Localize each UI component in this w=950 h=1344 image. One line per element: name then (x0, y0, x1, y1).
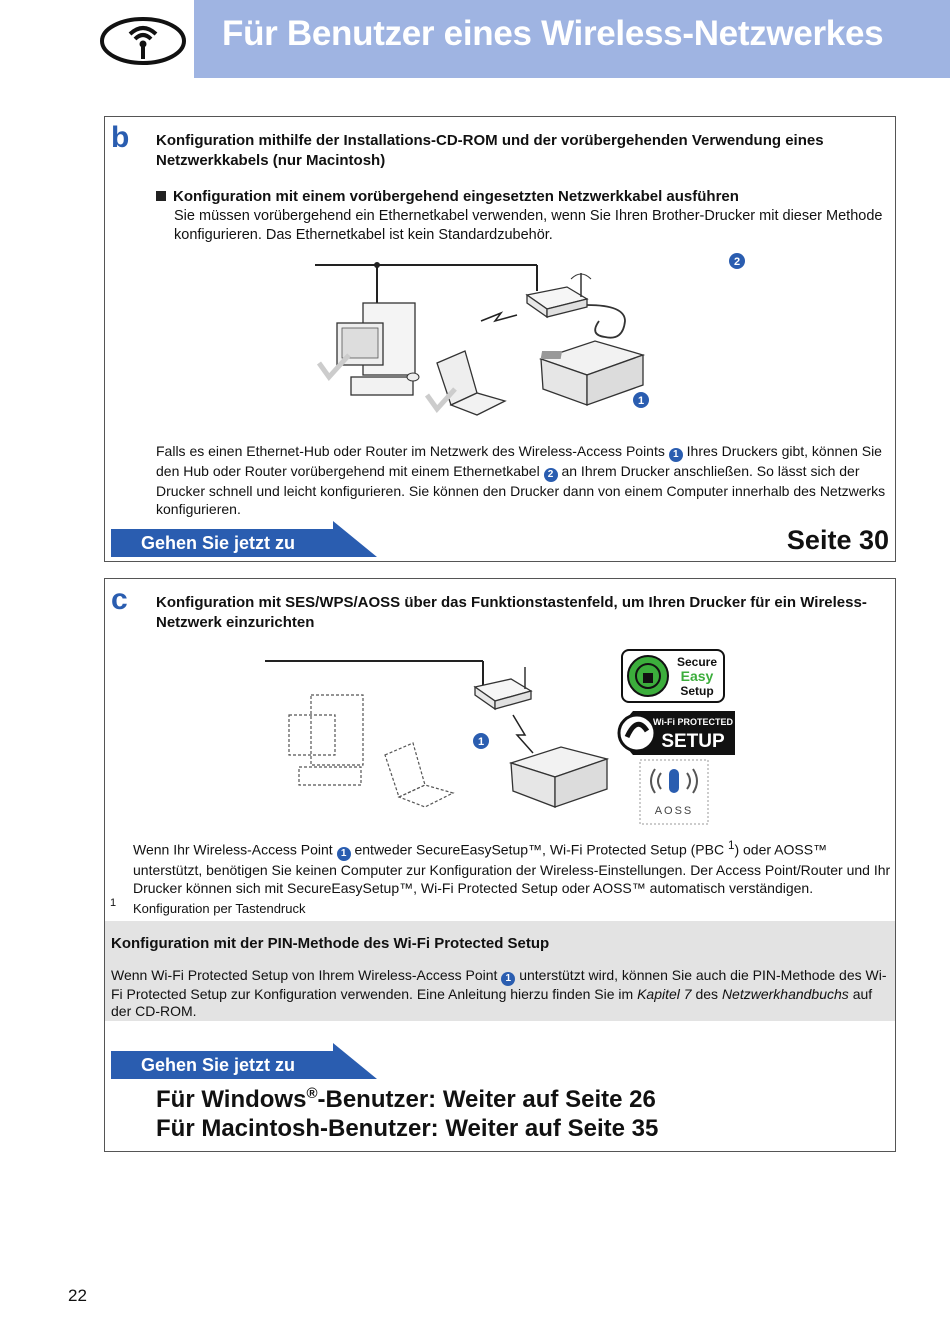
pin-body (111, 967, 887, 1020)
page-number: 22 (68, 1286, 87, 1305)
laptop-icon (427, 351, 505, 415)
callout-badge: 1 (337, 847, 351, 861)
desktop-computer-icon (289, 695, 363, 785)
body-text: entweder SecureEasySetup™, Wi-Fi Protected Setup (PBC (354, 841, 725, 858)
bullet-square (156, 191, 166, 201)
diagram-label-1: 1 (637, 395, 645, 407)
logo-text: SETUP (661, 731, 725, 752)
footnote-text: Konfiguration per Tastendruck (133, 901, 306, 916)
link-text: Für Windows (156, 1086, 307, 1113)
section-b-heading: Konfiguration mithilfe der Installations-CD-ROM und der vorübergehenden Verwendung eines Netzwerkkabels (nur Macintosh) (156, 132, 824, 169)
body-text: auf der CD-ROM. (111, 986, 873, 1019)
logo-text: AOSS (654, 805, 694, 817)
aoss-logo (639, 759, 709, 825)
callout-badge: 2 (544, 468, 558, 482)
callout-badge: 1 (669, 448, 683, 462)
macintosh-next-link[interactable]: Für Macintosh-Benutzer: Weiter auf Seite 35 (156, 1115, 659, 1142)
laptop-icon (385, 743, 453, 807)
secure-easy-setup-logo (621, 649, 725, 703)
footnote-ref: 1 (727, 839, 735, 852)
wifi-protected-setup-logo (613, 709, 737, 759)
section-b-subtext: Sie müssen vorübergehend ein Ethernetkabel verwenden, wenn Sie Ihren Brother-Drucker mit dieser Methode konfigurieren. Das Ethernetkabel ist kein Standardzubehör. (174, 208, 883, 243)
desktop-computer-icon (319, 303, 419, 395)
body-text: Wenn Ihr Wireless-Access Point (133, 841, 333, 858)
logo-text: Setup (680, 684, 714, 698)
section-b (104, 116, 896, 562)
callout-badge: 1 (501, 972, 515, 986)
manual-reference: Netzwerkhandbuchs (721, 986, 849, 1002)
registered-mark: ® (306, 1085, 318, 1102)
push-button-setup-diagram (255, 645, 615, 820)
subheading-text: Konfiguration mit einem vorübergehend eingesetzten Netzwerkkabel ausführen (173, 188, 739, 205)
chapter-reference: Kapitel 7 (637, 986, 692, 1002)
section-b-subheading (156, 187, 886, 207)
logo-text: Wi-Fi PROTECTED (653, 717, 733, 727)
step-letter-c: c (111, 583, 128, 616)
body-text: an Ihrem Drucker anschließen. So lässt sich der Drucker schnell und leicht konfigurieren. Sie können den Drucker dann von einem Computer innerhalb des Netzwerks konfigurieren. (156, 463, 886, 517)
body-text: Falls es einen Ethernet-Hub oder Router im Netzwerk des Wireless-Access Points (156, 443, 665, 459)
network-cable-diagram (305, 255, 741, 425)
page-title: Für Benutzer eines Wireless-Netzwerkes (222, 14, 884, 53)
section-b-body (156, 442, 891, 518)
pin-heading: Konfiguration mit der PIN-Methode des Wi-Fi Protected Setup (111, 935, 550, 952)
diagram-label-2: 2 (733, 256, 741, 268)
wifi-icon (100, 16, 186, 66)
wireless-signal-icon (513, 715, 533, 753)
body-text: Ihres Druckers gibt, können Sie den Hub oder Router vorübergehend mit einem Ethernetkabel (156, 443, 882, 479)
body-text: unterstützt wird, können Sie auch die PIN-Methode des Wi-Fi Protected Setup zur Konfiguration verwenden. Eine Anleitung hierzu finden Sie im (111, 967, 887, 1002)
printer-icon (511, 747, 607, 807)
page-reference[interactable]: Seite 30 (786, 525, 889, 555)
wireless-signal-icon (481, 313, 517, 321)
section-c-heading: Konfiguration mit SES/WPS/AOSS über das Funktionstastenfeld, um Ihren Drucker für ein Wireless-Netzwerk einzurichten (156, 594, 867, 631)
ethernet-cable-icon (587, 305, 625, 338)
windows-next-link[interactable] (156, 1085, 656, 1114)
step-letter-b: b (111, 121, 130, 154)
section-c-body (133, 837, 891, 897)
body-text: des (695, 986, 719, 1002)
go-to-label: Gehen Sie jetzt zu (141, 533, 296, 553)
go-to-label: Gehen Sie jetzt zu (141, 1055, 296, 1075)
pin-method-box (105, 921, 895, 1021)
body-text: ) oder AOSS™ unterstützt, benötigen Sie keinen Computer zur Konfiguration der Wireless-Einstellungen. Der Access Point/Router und Ihr Drucker können sich mit SecureEasySetup™, Wi-Fi Protected Setup oder AOSS™ automatisch verständigen. (133, 841, 891, 896)
printer-icon (541, 341, 643, 405)
section-c (104, 578, 896, 1152)
diagram-label-1: 1 (477, 736, 485, 748)
logo-text: Easy (680, 668, 714, 684)
footnote-number: 1 (110, 897, 117, 909)
logo-text: Secure (676, 655, 718, 669)
body-text: Wenn Wi-Fi Protected Setup von Ihrem Wireless-Access Point (111, 967, 498, 983)
link-text: -Benutzer: Weiter auf Seite 26 (317, 1086, 656, 1113)
